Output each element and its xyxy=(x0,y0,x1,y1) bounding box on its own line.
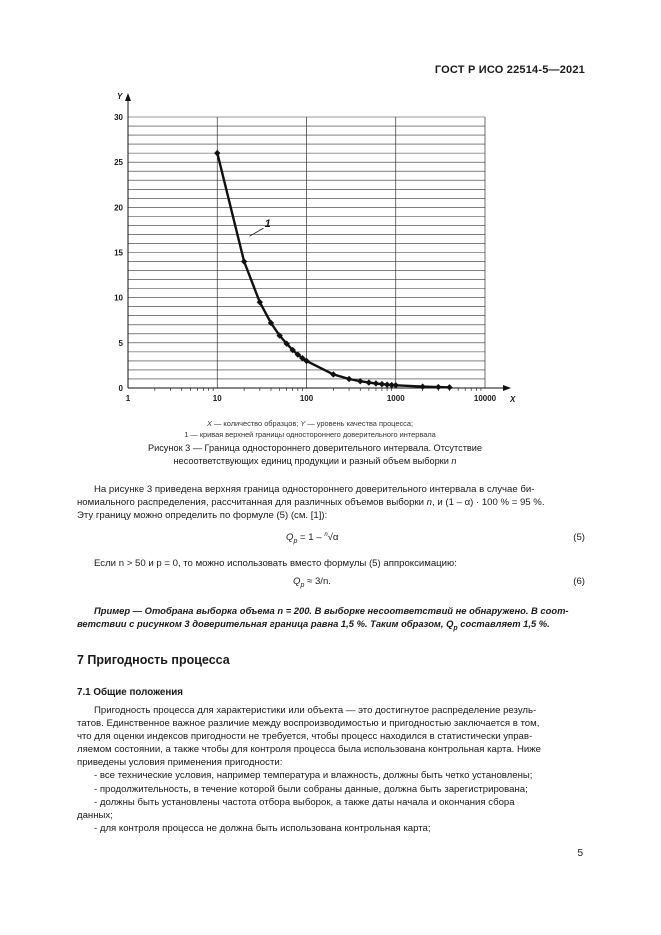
list-item-continuation: данных; xyxy=(77,809,113,821)
x-axis-arrow xyxy=(503,385,511,391)
example-line2-text: ветствии с рисунком 3 доверительная граница равна 1,5 %. Таким образом, Q xyxy=(77,618,454,629)
chart-axes xyxy=(125,93,511,391)
curve-label: 1 xyxy=(264,218,271,231)
list-item: - должны быть установлены частота отбора выборок, а также даты начала и окончания сбора xyxy=(94,796,515,808)
s7-line4: ляемом состоянии, а также чтобы для контроля процесса была использована контрольная карта. Ниже xyxy=(77,744,541,756)
x-tick-label: 1 xyxy=(125,394,131,403)
y-tick-label: 5 xyxy=(118,338,123,348)
formula5-root-index: n xyxy=(324,532,328,538)
x-axis-label: X xyxy=(510,395,516,404)
list-item: - продолжительность, в течение которой были собраны данные, должна быть зарегистрирована; xyxy=(94,783,528,795)
data-point xyxy=(379,381,385,387)
s7-line2: татов. Единственное важное различие между воспроизводимостью и пригодностью заключается в том, xyxy=(77,718,540,730)
data-point xyxy=(346,376,352,382)
data-point xyxy=(435,384,441,390)
p1-line3: Эту границу можно определить по формуле (5) (см. [1]): xyxy=(77,510,328,522)
section-heading: 7 Пригодность процесса xyxy=(77,653,230,667)
paragraph-figure3 xyxy=(77,483,585,522)
formula6-q: Q xyxy=(293,576,301,587)
example-line2-end: составляет 1,5 %. xyxy=(457,618,550,629)
caption-line2-text: несоответствующих единиц продукции и разный объем выборки xyxy=(173,456,452,466)
formula6-sub: p xyxy=(300,581,305,589)
chart-grid xyxy=(128,117,485,388)
s7-line1: Пригодность процесса для характеристики или объекта — это достигнутое распределение резуль- xyxy=(94,705,537,716)
formula-5 xyxy=(286,532,338,545)
caption-line1: Рисунок 3 — Граница одностороннего доверительного интервала. Отсутствие xyxy=(147,443,483,453)
legend-y-desc: — уровень качества процесса; xyxy=(305,419,413,428)
figure-legend-line1 xyxy=(40,418,580,429)
formula5-rhs: = 1 – xyxy=(297,532,325,544)
y-axis-arrow xyxy=(125,93,131,101)
list-item: - все технические условия, например температура и влажность, должны быть четко установлены; xyxy=(94,770,533,782)
subsection-heading: 7.1 Общие положения xyxy=(77,687,184,698)
section7-paragraph xyxy=(77,704,585,835)
figure-caption xyxy=(60,442,570,468)
formula6-rhs: ≈ 3/n. xyxy=(304,576,331,587)
legend-x-desc: — количество образцов; xyxy=(211,419,301,428)
p1-line2-post: , и (1 – α) · 100 % = 95 %. xyxy=(432,497,545,509)
y-tick-label: 25 xyxy=(114,158,123,168)
formula5-root xyxy=(324,532,338,543)
x-tick-label: 10 xyxy=(212,394,222,403)
p1-line2 xyxy=(77,496,585,509)
formula5-q: Q xyxy=(286,532,294,544)
y-tick-label: 0 xyxy=(118,384,123,393)
formula5-sub: p xyxy=(293,538,298,546)
example-line1: Пример — Отобрана выборка объема n = 200. В выборке несоответствий не обнаружено. В соот- xyxy=(94,605,569,616)
data-point xyxy=(366,379,372,385)
formula5-sqrt: √α xyxy=(327,532,339,544)
y-tick-label: 10 xyxy=(114,293,123,303)
paragraph-approximation: Если n > 50 и p = 0, то можно использовать вместо формулы (5) аппроксимацию: xyxy=(94,558,457,569)
equation-number-5: (5) xyxy=(573,532,585,543)
data-point xyxy=(214,150,220,156)
chart-points xyxy=(214,150,453,391)
list-item: - для контроля процесса не должна быть использована контрольная карта; xyxy=(94,822,431,834)
x-tick-label: 1000 xyxy=(386,394,405,403)
chart-curve xyxy=(217,153,449,387)
x-tick-label: 100 xyxy=(299,394,314,403)
caption-var-n: n xyxy=(451,456,457,466)
s7-line3: что для оценки индексов пригодности не требуется, чтобы процесс находился в статистически управ- xyxy=(77,731,533,743)
p1-var-n: n xyxy=(426,497,433,509)
legend-x-symbol: X xyxy=(207,419,212,428)
example-line2 xyxy=(77,617,585,635)
y-axis-label: Y xyxy=(117,92,123,101)
legend-y-symbol: Y xyxy=(300,419,306,428)
data-point xyxy=(373,380,379,386)
s7-line5: приведены условия применения пригодности: xyxy=(77,757,283,769)
p1-line1: На рисунке 3 приведена верхняя граница одностороннего доверительного интервала в случае би- xyxy=(94,484,535,495)
example-sub: p xyxy=(453,624,458,632)
p1-line2-pre: номиального распределения, рассчитанная для различных объемов выборки xyxy=(77,497,427,509)
data-point xyxy=(446,384,452,390)
x-tick-label: 10000 xyxy=(473,394,497,403)
confidence-bound-chart xyxy=(100,86,530,408)
data-point xyxy=(241,258,247,264)
standard-designation: ГОСТ Р ИСО 22514-5—2021 xyxy=(434,64,585,76)
curve-label-leader xyxy=(250,228,264,236)
formula-6 xyxy=(293,576,331,589)
y-tick-label: 30 xyxy=(114,113,123,122)
data-point xyxy=(419,383,425,389)
figure-legend-line2: 1 — кривая верхней границы одностороннего доверительного интервала xyxy=(184,430,436,439)
series-line xyxy=(217,153,449,387)
caption-line2 xyxy=(60,455,570,468)
y-tick-label: 15 xyxy=(114,248,123,258)
equation-number-6: (6) xyxy=(573,576,585,587)
y-tick-label: 20 xyxy=(114,203,123,213)
page-number: 5 xyxy=(577,848,583,859)
example-block xyxy=(77,604,585,635)
